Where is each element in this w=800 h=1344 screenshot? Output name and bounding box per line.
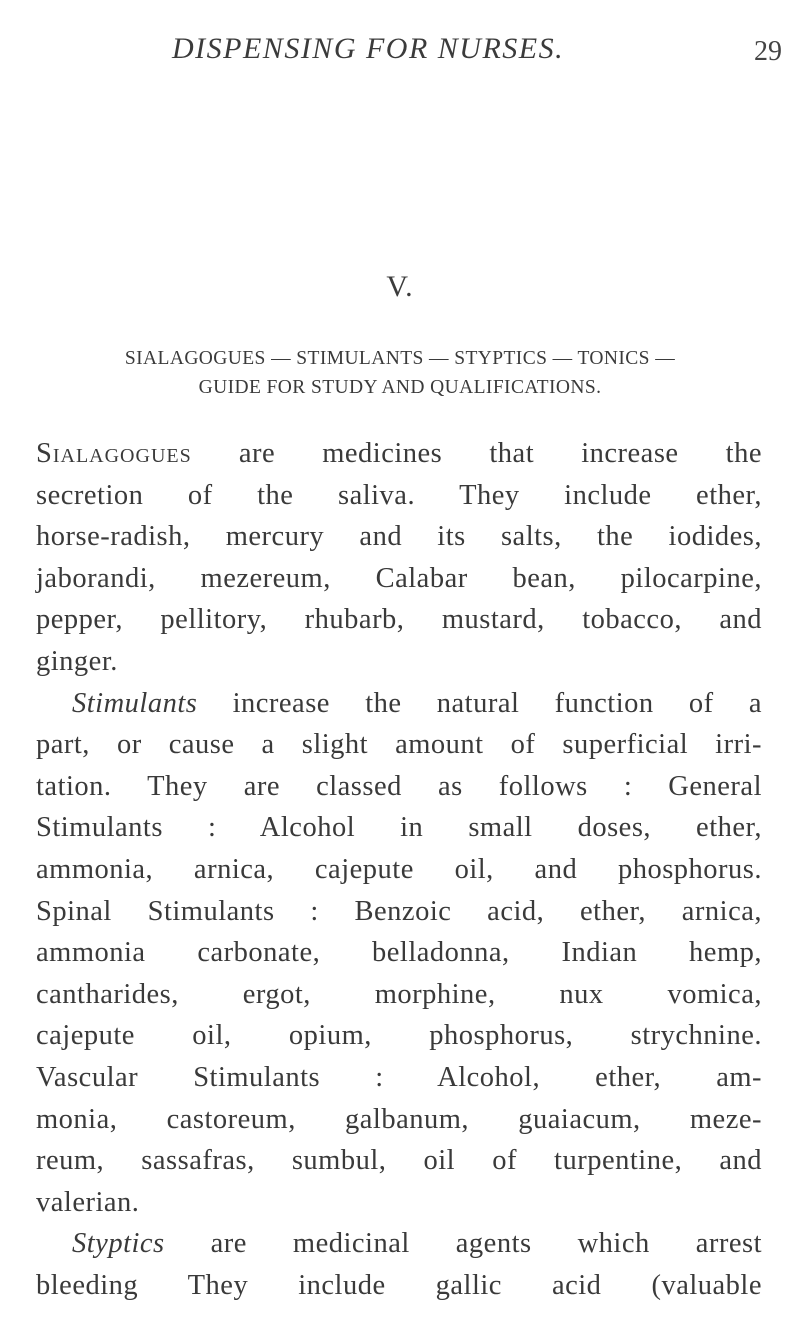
lead-term-stimulants: Stimulants	[72, 687, 198, 719]
paragraph-line: Spinal Stimulants : Benzoic acid, ether, arnica,	[36, 895, 762, 927]
running-head	[0, 28, 800, 68]
paragraph-text: increase the natural function of a	[197, 687, 762, 719]
lead-word-sialagogues: Sialagogues	[36, 438, 192, 469]
paragraph-line: tation. They are classed as follows : General	[36, 770, 762, 802]
paragraph-line: bleeding They include gallic acid (valuable	[36, 1269, 762, 1301]
paragraph-line: monia, castoreum, galbanum, guaiacum, meze-	[36, 1103, 762, 1135]
paragraph-line: ginger.	[36, 645, 118, 677]
paragraph-text: are medicines that increase the	[191, 438, 762, 469]
lead-term-styptics: Styptics	[72, 1228, 165, 1260]
paragraph-line: pepper, pellitory, rhubarb, mustard, tobacco, and	[36, 604, 762, 636]
paragraph-line: part, or cause a slight amount of superficial irri-	[36, 729, 762, 761]
chapter-subtitle	[30, 344, 770, 402]
paragraph-line: jaborandi, mezereum, Calabar bean, pilocarpine,	[36, 562, 762, 594]
paragraph-stimulants-line	[36, 683, 762, 725]
paragraph-line: reum, sassafras, sumbul, oil of turpentine, and	[36, 1145, 762, 1177]
paragraph-line: ammonia carbonate, belladonna, Indian hemp,	[36, 937, 762, 969]
page-number: 29	[754, 36, 782, 67]
body-text	[36, 433, 762, 1306]
chapter-subtitle-line-2: GUIDE FOR STUDY AND QUALIFICATIONS.	[198, 377, 602, 398]
paragraph-line: secretion of the saliva. They include ether,	[36, 479, 762, 511]
paragraph-line: Vascular Stimulants : Alcohol, ether, am-	[36, 1061, 762, 1093]
paragraph-text: are medicinal agents which arrest	[164, 1228, 762, 1260]
paragraph-styptics-line	[36, 1223, 762, 1265]
paragraph-line: cantharides, ergot, morphine, nux vomica,	[36, 978, 762, 1010]
paragraph-sialagogues-line	[36, 433, 762, 475]
paragraph-line: ammonia, arnica, cajepute oil, and phosphorus.	[36, 853, 762, 885]
chapter-numeral: V.	[386, 270, 414, 303]
paragraph-line: horse-radish, mercury and its salts, the iodides,	[36, 521, 762, 553]
paragraph-line: valerian.	[36, 1186, 140, 1218]
paragraph-line: cajepute oil, opium, phosphorus, strychnine.	[36, 1020, 762, 1052]
paragraph-line: Stimulants : Alcohol in small doses, ether,	[36, 812, 762, 844]
running-title: DISPENSING FOR NURSES.	[172, 32, 565, 65]
chapter-subtitle-line-1: SIALAGOGUES — STIMULANTS — STYPTICS — TONICS —	[124, 348, 676, 369]
